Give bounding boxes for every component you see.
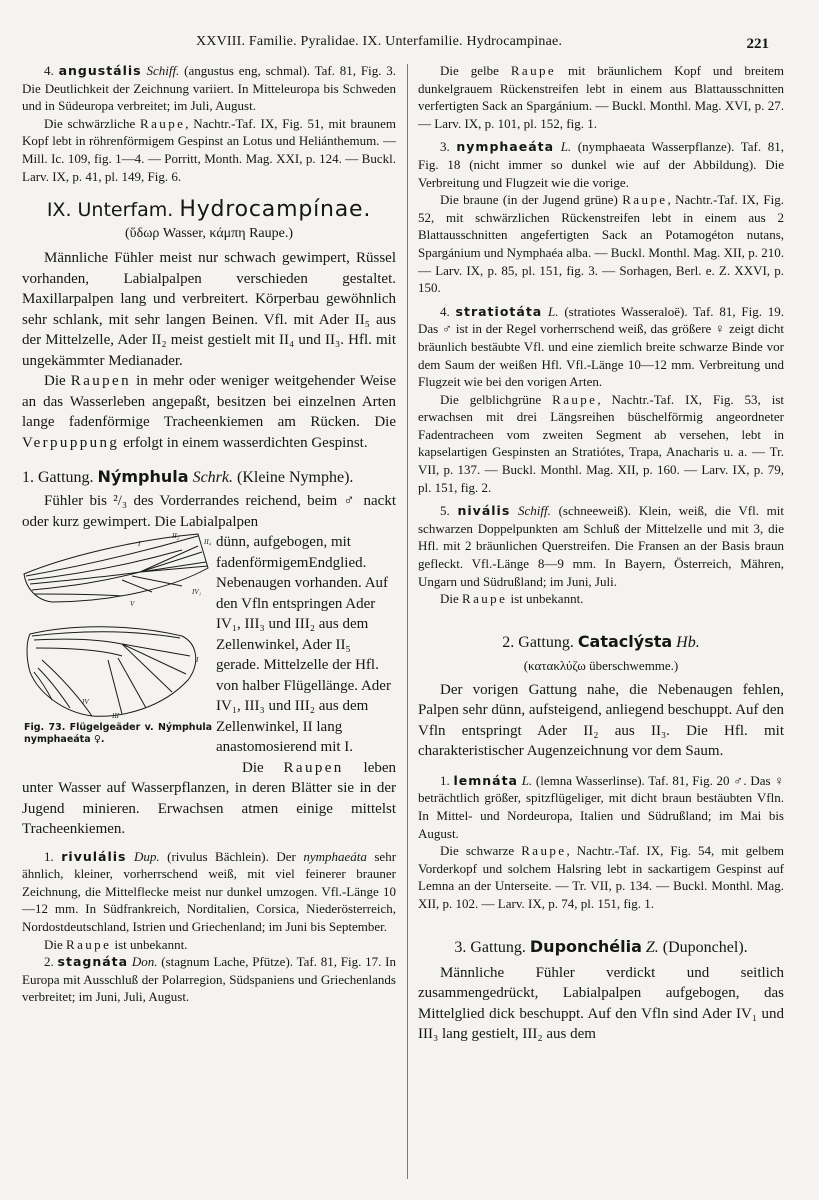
genus-number: 3. Gattung.: [454, 938, 526, 956]
entry-number: 2.: [44, 954, 54, 970]
text: Die schwarze: [440, 843, 515, 859]
text: leben unter Wasser auf Wasserpflanzen, in deren Blätter sie in der Jugend minieren. Erwachsen atmen einige mittelst Tracheenkiemen.: [22, 759, 397, 838]
text: ist unbekannt.: [510, 591, 584, 607]
species-name: stagnáta: [57, 954, 129, 970]
larva-rivulalis: [22, 936, 396, 954]
entry-rivulalis: [22, 848, 396, 936]
vein-label: IV₁: [192, 588, 202, 597]
text: mit bräunlichem Kopf und breitem dunkelgrauem Rückenstreifen lebt in einem aus Blattausschnitten verfertigten Sack an Spargánium. — Buckl. Monthl. Mag. XVI, p. 27. — Larv. IX, p. 101, pl. 152, fig. 1.: [418, 63, 785, 131]
raupen-word: Raupen: [70, 373, 132, 390]
genus-nymphula-intro: Fühler bis ²/₃ des Vorderrandes reichend, beim ♂ nackt oder kurz gewimpert. Die Labialpalpen: [22, 493, 396, 530]
species-name: nivális: [457, 503, 511, 519]
genus-number: 1. Gattung.: [22, 469, 94, 487]
larva-stratiotata: [418, 391, 784, 497]
genus-author: Hb.: [676, 633, 700, 651]
vein-label: II₄: [204, 538, 212, 547]
text: (stagnum Lache, Pfütze). Taf. 81, Fig. 17. In Europa mit Ausschluß der Polarregion, Südspaniens und Griechenlands verbreitet; im Juni, Juli, August.: [22, 954, 396, 1005]
raupe-word: Raupe: [622, 192, 668, 208]
text: erfolgt in einem wasserdichten Gespinst.: [123, 434, 368, 451]
genus-number: 2. Gattung.: [502, 633, 574, 651]
entry-number: 1.: [44, 848, 54, 864]
text: (schneeweiß). Klein, weiß, die Vfl. mit schwarzen Doppelpunkten am Schluß der Mittelzelle und mit 3, die Hfl. mit 2 bräunlichen Querstreifen. Die Fransen an der Basis braun gefleckt. Vfl.-Länge 8—9 mm. In Bayern, Österreich, Mähren, Ungarn und Südrußland; im Juni, Juli.: [418, 503, 785, 589]
raupe-word: Raupe: [462, 591, 508, 607]
entry-number: 5.: [440, 503, 450, 519]
text: Die: [242, 759, 264, 776]
species-name: lemnáta: [453, 772, 518, 788]
larva-lemnata: [418, 842, 784, 912]
entry-nymphaeata: [418, 138, 784, 191]
vein-label: II₂: [172, 532, 180, 541]
raupe-word: Raupe: [510, 63, 557, 78]
page-number: 221: [746, 36, 769, 52]
entry-stagnata: [22, 953, 396, 1006]
species-text: (angustus eng, schmal). Taf. 81, Fig. 3. Die Deutlichkeit der Zeichnung variiert. In Mitteleuropa bis Schweden und in Südeuropa verbreitet; im Juli, August.: [22, 63, 397, 114]
text: Die: [44, 373, 66, 390]
subfamily-larvae: [22, 371, 396, 453]
species-name: nymphaeáta: [456, 139, 555, 155]
text: Die gelblichgrüne: [440, 391, 542, 407]
species-author: L.: [521, 772, 533, 788]
entry-number: 4.: [440, 303, 450, 319]
genus-common-name: (Kleine Nymphe).: [237, 469, 354, 487]
species-name: stratiotáta: [455, 303, 543, 319]
raupen-word: Raupen: [283, 759, 344, 776]
vein-label: V: [130, 600, 135, 609]
text: , Nachtr.-Taf. IX, Fig. 54, mit gelbem Vorderkopf und solchem Halsring lebt in sackartigem Gespinst auf Lemna an der Unterseite. — Tr. VII, p. 134. — Buckl. Monthl. Mag. XII, p. 102. — Larv. IX, p. 74, pl. 151, fig. 1.: [418, 843, 784, 911]
genus-author: Z.: [645, 938, 659, 956]
subfamily-description: Männliche Fühler meist nur schwach gewimpert, Rüssel vorhanden, Labialpalpen verschieden gestaltet. Maxillarpalpen lang und verbreitert. Körperbau gewöhnlich sehr schlank, mit sehr langen Beinen. Vfl. mit Ader II₅ aus der Mittelzelle, Ader II₂ meist gestielt mit II₄ und II₃. Hfl. mit ungekämmter Medianader.: [22, 250, 396, 369]
genus-cataclysta-etymology: (κατακλύζω überschwemme.): [523, 657, 679, 673]
vein-label: I: [196, 656, 199, 665]
text: (stratiotes Wasseraloë). Taf. 81, Fig. 19. Das ♂ ist in der Regel vorherrschend weiß, das größere ♀ zeigt dicht bräunlich bestäubte Vfl. und eine ziemlich breite schwarze Binde vor dem Saum der weißen Hfl. Vfl.-Länge 10—12 mm. Verbreitung und Flugzeit wie bei den vorigen Arten.: [418, 303, 785, 390]
text: sehr ähnlich, kleiner, vorherrschend weiß, mit viel feinerer brauner Zeichnung, die Mittelflecke meist nur dunkel umzogen. Vfl.-Länge 10—12 mm. In Südfrankreich, Norditalien, Corsica, Niederösterreich, Nordostdeutschland, Istrien und Griechenland; im Juni bis September.: [22, 848, 397, 935]
wing-venation-diagram: [22, 532, 212, 722]
figure-73: [22, 532, 212, 754]
text: ist unbekannt.: [114, 936, 188, 952]
verpuppung-word: Verpuppung: [22, 434, 120, 451]
species-author: Dup.: [133, 848, 160, 864]
running-head: XXVIII. Familie. Pyralidae. IX. Unterfamilie. Hydrocampinae.: [196, 34, 563, 49]
entry-angustalis: [22, 62, 396, 115]
subfamily-title: [22, 197, 396, 222]
larva-stagnata: [418, 62, 784, 132]
species-author: Don.: [131, 954, 158, 970]
species-author: Schiff.: [146, 63, 180, 78]
raupe-word: Raupe: [140, 115, 186, 131]
figure-block: [22, 532, 396, 758]
species-author: L.: [548, 303, 559, 319]
vein-label: IV: [82, 698, 89, 707]
subfamily-name: Hydrocampínae.: [179, 197, 372, 223]
larva-nivalis: [418, 590, 784, 608]
text: (nymphaeata Wasserpflanze). Taf. 81, Fig. 18 (nicht immer so dunkel wie auf der Abbildung). Die Verbreitung und Flugzeit wie die vorige.: [418, 139, 785, 190]
text: nymphaeáta: [303, 848, 367, 864]
genus-name: Nýmphula: [97, 467, 189, 487]
species-name: rivulális: [61, 848, 127, 864]
left-column: [22, 62, 396, 1006]
right-column: [418, 62, 784, 1045]
genus-author: Schrk.: [192, 469, 233, 487]
raupe-word: Raupe: [521, 843, 567, 859]
vein-label: III: [112, 712, 119, 721]
figure-caption: Fig. 73. Flügelgeäder v. Nýmphula nymphaeáta ♀.: [24, 722, 212, 746]
species-author: Schiff.: [518, 503, 551, 519]
species-name: angustális: [58, 63, 142, 78]
text: Die: [44, 936, 63, 952]
entry-number: 4.: [44, 63, 54, 78]
genus-cataclysta-heading: [418, 632, 784, 652]
larva-angustalis: [22, 115, 396, 185]
text: , Nachtr.-Taf. IX, Fig. 51, mit braunem Kopf lebt in röhrenförmigem Gespinst an Lotus und Heliánthemum. — Mill. Ic. 109, fig. 1—4. — Porritt, Month. Mag. XXI, p. 124. — Buckl. Larv. IX, p. 41, pl. 149, Fig. 6.: [22, 115, 396, 184]
text: in mehr oder weniger weitgehender Weise an das Wasserleben angepaßt, besitzen bei einzelnen Arten lange fadenförmige Tracheenkiemen am Rücken. Die: [22, 373, 396, 431]
text: (rivulus Bächlein). Der: [167, 848, 296, 864]
genus-duponchelia-heading: [418, 937, 784, 957]
text: (lemna Wasserlinse). Taf. 81, Fig. 20 ♂. Das ♀ beträchtlich größer, spitzflügeliger, mit dicht braun bestäubten Vfln. In Mittel- und Nordeuropa, Italien und Südrußland; im Mai bis August.: [418, 772, 785, 841]
vein-label: I: [138, 540, 141, 549]
text: , Nachtr.-Taf. IX, Fig. 53, ist erwachsen mit drei Längsreihen büschelförmig angeordneter Fadentracheen vom zweiten Segment ab versehen, lebt in kapselartigen Gespinsten an Stratiótes, Trapa, Anacharis u. a. — Tr. VII, p. 137. — Buckl. Monthl. Mag. XII, p. 160. — Larv. IX, p. 79, pl. 151, fig. 2.: [418, 391, 784, 495]
raupe-word: Raupe: [66, 936, 112, 952]
genus-duponchelia-description: Männliche Fühler verdickt und seitlich zusammengedrückt, Labialpalpen aufgebogen, das Mittelglied dick beschuppt. Auf den Vfln sind Ader IV₁ und III₃ lang gestielt, III₂ aus dem: [418, 964, 784, 1043]
entry-stratiotata: [418, 303, 784, 391]
genus-cataclysta-description: Der vorigen Gattung nahe, die Nebenaugen fehlen, Palpen sehr dünn, aufsteigend, anliegend beschuppt. Auf den Vfln entspringt Ader II₂ aus II₃. Die Hfl. mit charakteristischer Augenzeichnung vor dem Saum.: [418, 681, 784, 760]
genus-nymphula-heading: [22, 467, 396, 487]
text: Die: [440, 591, 459, 607]
genus-name: Cataclýsta: [577, 631, 673, 651]
subfamily-prefix: IX. Unterfam.: [46, 199, 174, 222]
entry-nivalis: [418, 502, 784, 590]
text: Die schwärzliche: [44, 115, 136, 131]
page-header: [0, 34, 819, 58]
larva-nymphaeata: [418, 191, 784, 297]
column-divider: [407, 64, 408, 1179]
entry-number: 3.: [440, 139, 450, 155]
text: Die gelbe: [440, 63, 499, 78]
genus-nymphula-larvae: [22, 758, 396, 840]
subfamily-etymology: (ὕδωρ Wasser, κάμπη Raupe.): [125, 226, 293, 242]
raupe-word: Raupe: [552, 391, 598, 407]
text: , Nachtr.-Taf. IX, Fig. 52, mit schwärzlichen Rückenstreifen lebt in einem aus 2 Blattausschnitten angefertigten Sack an Potamogéton nutans, Spargánium und Nymphaéa alba. — Buckl. Monthl. Mag. XII, p. 210. — Larv. IX, p. 85, pl. 151, fig. 3. — Sorhagen, Berl. e. Z. XXVI, p. 150.: [418, 192, 785, 296]
entry-lemnata: [418, 772, 784, 842]
genus-nymphula-description: dünn, aufgebogen, mit fadenförmigemEndglied. Nebenaugen vorhanden. Auf den Vfln entspringen Ader IV₁, III₃ und III₂ aus dem Zellenwinkel, Ader II₅ gerade. Mittelzelle der Hfl. von halber Flügellänge. Ader IV₁, III₃ und III₂ aus dem Zellenwinkel, II lang anastomosierend mit I.: [216, 534, 391, 756]
text: Die braune (in der Jugend grüne): [440, 192, 618, 208]
species-author: L.: [560, 139, 572, 155]
entry-number: 1.: [440, 772, 450, 788]
genus-name: Duponchélia: [529, 936, 642, 956]
genus-common-name: (Duponchel).: [662, 938, 748, 956]
